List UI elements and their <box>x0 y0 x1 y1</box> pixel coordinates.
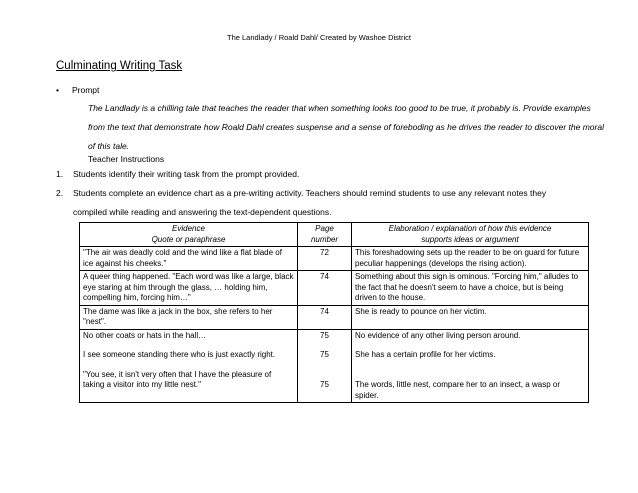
table-row <box>80 305 589 329</box>
page-header-cell: Page number <box>298 223 352 247</box>
step-1 <box>56 165 626 184</box>
page-header: The Landlady / Roald Dahl/ Created by Washoe District <box>227 33 411 42</box>
step-text: Students complete an evidence chart as a pre-writing activity. Teachers should remind students to use any relevant notes they <box>73 188 547 198</box>
evidence-cell: The dame was like a jack in the box, she refers to her "nest". <box>80 305 298 329</box>
table-row <box>80 329 589 403</box>
prompt-bullet <box>56 85 99 95</box>
step-number: 1. <box>56 169 64 179</box>
evidence-cell: No other coats or hats in the hall… I see someone standing there who is just exactly right. "You see, it isn't very often that I have the pleasure of taking a visitor into my little nest." <box>80 329 298 403</box>
table-row <box>80 271 589 306</box>
page-cell: 75 75 75 <box>298 329 352 403</box>
prompt-label: Prompt <box>72 85 100 95</box>
section-title: Culminating Writing Task <box>56 60 183 72</box>
evidence-cell: "The air was deadly cold and the wind like a flat blade of ice against his cheeks." <box>80 247 298 271</box>
elaboration-cell: No evidence of any other living person around. She has a certain profile for her victims. The words, little nest, compare her to an insect, a wasp or spider. <box>352 329 589 403</box>
elaboration-cell: Something about this sign is ominous. "Forcing him," alludes to the fact that he doesn't seem to have a choice, but is being driven to the house. <box>352 271 589 306</box>
teacher-instructions-label: Teacher Instructions <box>88 154 165 164</box>
elaboration-header: Elaboration / explanation of how this evidence supports ideas or argument <box>352 223 589 247</box>
step-text-continued: compiled while reading and answering the text-dependent questions. <box>73 207 332 217</box>
elaboration-cell: This foreshadowing sets up the reader to be on guard for future peculiar happenings (develops the rising action). <box>352 247 589 271</box>
page-cell: 74 <box>298 271 352 306</box>
table-row <box>80 247 589 271</box>
prompt-text: The Landlady is a chilling tale that teaches the reader that when something looks too good to be true, it probably is. Provide examples from the text that demonstrate how Roald Dahl creates suspense and a sense of foreboding as he drives the reader to discover the moral of this tale. <box>88 103 604 151</box>
step-2 <box>56 184 626 222</box>
page-cell: 72 <box>298 247 352 271</box>
table-header-row <box>80 223 589 247</box>
bullet-icon: • <box>56 85 59 95</box>
page-cell: 74 <box>298 305 352 329</box>
step-text: Students identify their writing task from the prompt provided. <box>73 169 300 179</box>
evidence-header: Evidence Quote or paraphrase <box>80 223 298 247</box>
step-number: 2. <box>56 188 64 198</box>
elaboration-cell: She is ready to pounce on her victim. <box>352 305 589 329</box>
evidence-chart <box>79 222 589 403</box>
evidence-cell: A queer thing happened. "Each word was like a large, black eye staring at him through the glass, … holding him, compelling him, forcing him…" <box>80 271 298 306</box>
